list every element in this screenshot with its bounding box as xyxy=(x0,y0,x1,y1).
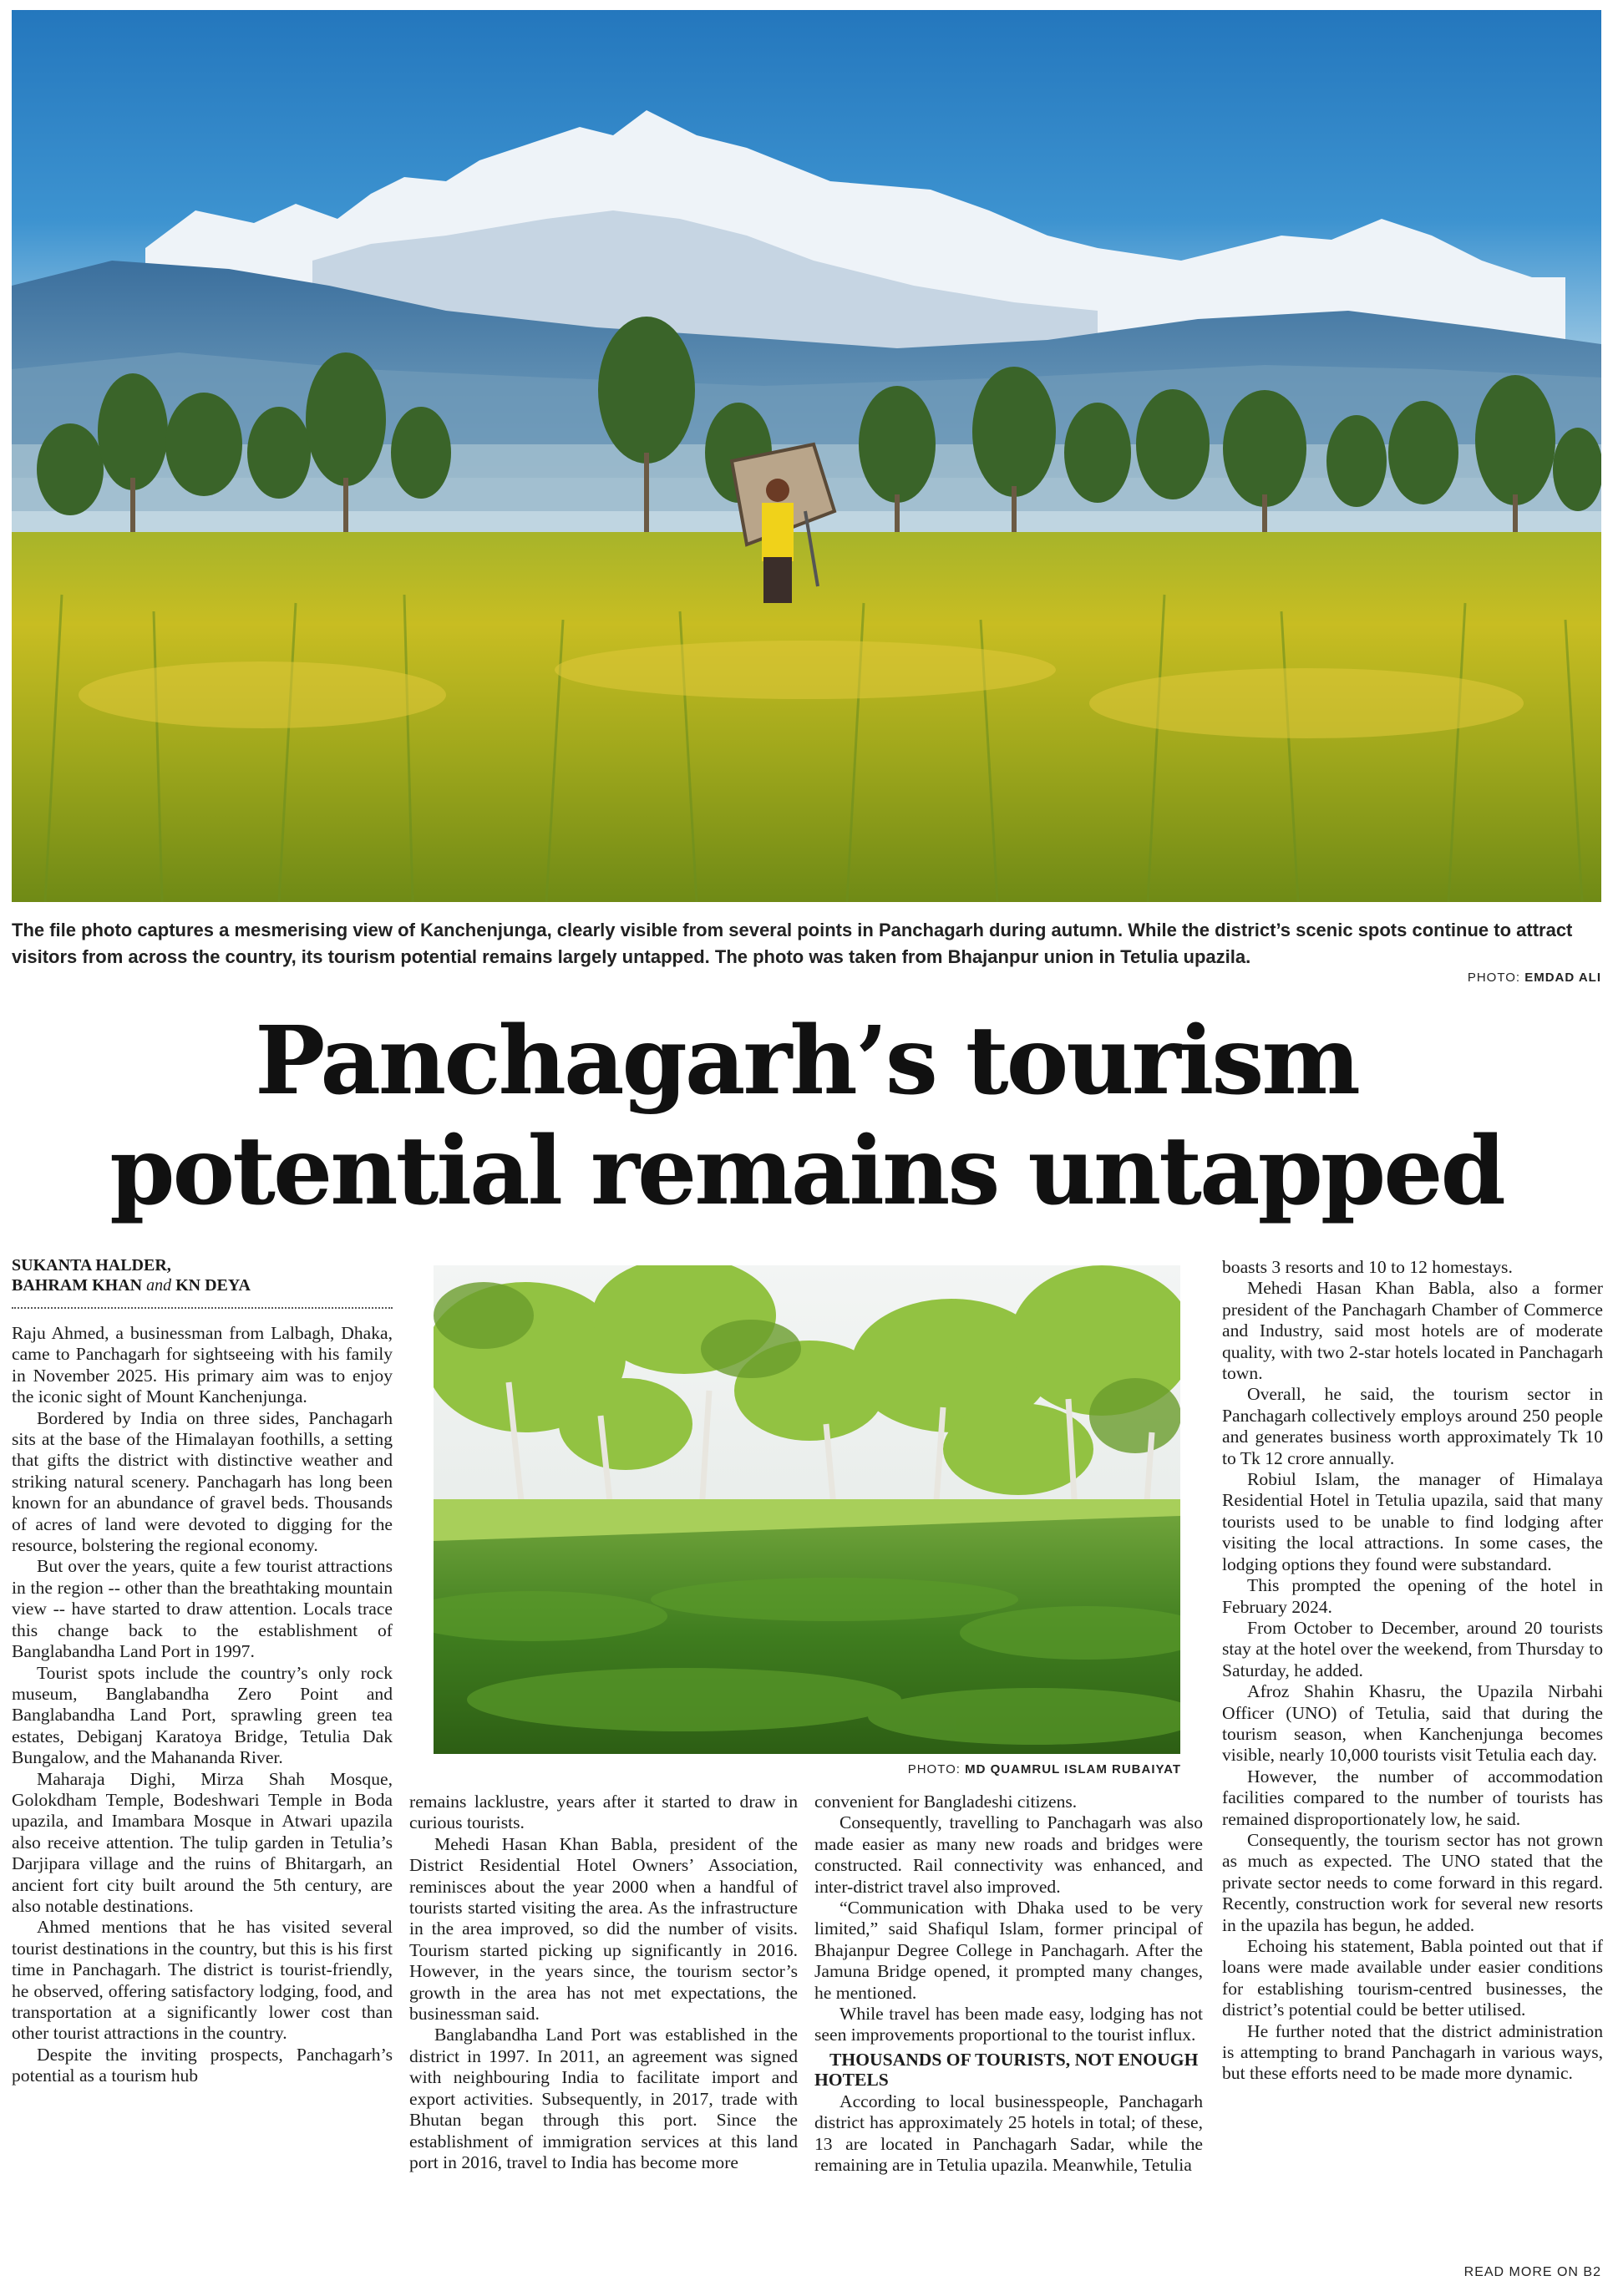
paragraph: Tourist spots include the country’s only rock museum, Banglabandha Zero Point and Banglabandha Land Port, sprawling green tea estates, Debiganj Karatoya Bridge, Tetulia Dak Bungalow, and the Mahananda River. xyxy=(12,1662,393,1768)
paragraph: Despite the inviting prospects, Panchagarh’s potential as a tourism hub xyxy=(12,2044,393,2086)
paragraph: While travel has been made easy, lodging has not seen improvements proportional to the tourist influx. xyxy=(814,2004,1203,2045)
paragraph: “Communication with Dhaka used to be very limited,” said Shafiqul Islam, former principal of Bhajanpur Degree College in Panchagarh. After the Jamuna Bridge opened, it prompted many changes, he mentioned. xyxy=(814,1898,1203,2003)
hero-photo-caption: The file photo captures a mesmerising view of Kanchenjunga, clearly visible from several points in Panchagarh during autumn. While the district’s scenic spots continue to attract visitors from across the country, its tourism potential remains largely untapped. The photo was taken from Bhajanpur union in Tetulia upazila. xyxy=(12,920,1573,967)
paragraph: Consequently, the tourism sector has not grown as much as expected. The UNO stated that the private sector needs to come forward in this regard. Recently, construction work for several new resorts in the upazila has begun, he added. xyxy=(1222,1829,1603,1935)
paragraph: According to local businesspeople, Panchagarh district has approximately 25 hotels in total; of these, 13 are located in Panchagarh Sadar, while the remaining are in Tetulia upazila. Meanwhile, Tetulia xyxy=(814,2091,1203,2176)
tea-credit-name: MD QUAMRUL ISLAM RUBAIYAT xyxy=(965,1762,1181,1776)
paragraph: But over the years, quite a few tourist attractions in the region -- other than the breathtaking mountain view -- have started to draw attention. Locals trace this change back to the establishment of Banglabandha Land Port in 1997. xyxy=(12,1556,393,1662)
paragraph: Mehedi Hasan Khan Babla, also a former president of the Panchagarh Chamber of Commerce and Industry, said most hotels are of moderate quality, with two 2-star hotels located in Panchagarh town. xyxy=(1222,1278,1603,1384)
byline-authors-2: BAHRAM KHAN xyxy=(12,1276,143,1295)
headline-line-2: potential remains untapped xyxy=(109,1117,1504,1226)
paragraph: Ahmed mentions that he has visited several tourist destinations in the country, but this is his first time in Panchagarh. The district is tourist-friendly, he observed, offering satisfactory lodging, food, and transportation at a significantly lower cost than other tourist attractions in the country. xyxy=(12,1917,393,2044)
paragraph: Overall, he said, the tourism sector in Panchagarh collectively employs around 250 people and generates business worth approximately Tk 10 to Tk 12 crore annually. xyxy=(1222,1384,1603,1468)
hero-photo xyxy=(12,10,1601,902)
paragraph: Bordered by India on three sides, Panchagarh sits at the base of the Himalayan foothills, a setting that gifts the district with distinctive weather and striking natural scenery. Panchagarh has long been known for an abundance of gravel beds. Thousands of acres of land were devoted to digging for the resource, bolstering the regional economy. xyxy=(12,1407,393,1556)
article-column-1 xyxy=(12,1323,393,2087)
paragraph: remains lacklustre, years after it started to draw in curious tourists. xyxy=(409,1792,798,1833)
byline-authors-3: KN DEYA xyxy=(175,1276,251,1295)
paragraph: Robiul Islam, the manager of Himalaya Residential Hotel in Tetulia upazila, said that many tourists used to be unable to find lodging after visiting the local attractions. In some cases, the lodging options they found were substandard. xyxy=(1222,1469,1603,1574)
paragraph: Banglabandha Land Port was established in the district in 1997. In 2011, an agreement was signed with neighbouring India to facilitate import and export activities. Subsequently, in 2017, trade with Bhutan began through this port. Since the establishment of immigration services at this land port in 2016, travel to India has become more xyxy=(409,2025,798,2172)
hero-photo-credit xyxy=(1468,971,1601,985)
paragraph: convenient for Bangladeshi citizens. xyxy=(814,1792,1078,1812)
hero-credit-label: PHOTO: xyxy=(1467,971,1521,985)
paragraph: Maharaja Dighi, Mirza Shah Mosque, Golokdham Temple, Bodeshwari Temple in Boda upazila, and Imambara Mosque in Atwari upazila also receive attention. The tulip garden in Tetulia’s Darjipara village and the ruins of Bhitargarh, an ancient fort city built around the 5th century, are also notable destinations. xyxy=(12,1768,393,1916)
paragraph: Consequently, travelling to Panchagarh was also made easier as many new roads and bridges were constructed. Rail connectivity was enhanced, and inter-district travel also improved. xyxy=(814,1812,1203,1897)
paragraph: Raju Ahmed, a businessman from Lalbagh, Dhaka, came to Panchagarh for sightseeing with his family in November 2025. His primary aim was to enjoy the iconic sight of Mount Kanchenjunga. xyxy=(12,1323,393,1407)
article-column-3 xyxy=(814,1792,1203,2177)
paragraph: However, the number of accommodation facilities compared to the number of tourists has remained disproportionately low, he said. xyxy=(1222,1766,1603,1829)
byline xyxy=(12,1255,393,1295)
hero-credit-name: EMDAD ALI xyxy=(1524,971,1601,985)
paragraph: Mehedi Hasan Khan Babla, president of the District Residential Hotel Owners’ Association, reminisces about the year 2000 when a handful of tourists started visiting the area. As the infrastructure in the area improved, so did the number of visits. Tourism started picking up significantly in 2016. However, in the years since, the tourism sector’s growth in the area has not met expectations, the businessman said. xyxy=(409,1833,798,2025)
headline xyxy=(0,1006,1613,1227)
paragraph: boasts 3 resorts and 10 to 12 homestays. xyxy=(1222,1257,1513,1277)
byline-conjunction: and xyxy=(146,1276,172,1295)
tea-garden-photo xyxy=(434,1265,1180,1754)
paragraph: This prompted the opening of the hotel in February 2024. xyxy=(1222,1575,1603,1617)
subheading: THOUSANDS OF TOURISTS, NOT ENOUGH HOTELS xyxy=(814,2049,1199,2090)
byline-authors-1: SUKANTA HALDER, xyxy=(12,1256,171,1275)
byline-divider xyxy=(12,1307,393,1309)
paragraph: He further noted that the district administration is attempting to brand Panchagarh in various ways, but these efforts need to be made more dynamic. xyxy=(1222,2020,1603,2084)
article-column-4 xyxy=(1222,1257,1603,2085)
tea-photo-credit xyxy=(908,1762,1181,1776)
headline-line-1: Panchagarh’s tourism xyxy=(255,1006,1358,1116)
article-column-2 xyxy=(409,1792,798,2173)
read-more-link[interactable]: READ MORE ON B2 xyxy=(1463,2265,1601,2279)
paragraph: From October to December, around 20 tourists stay at the hotel over the weekend, from Thursday to Saturday, he added. xyxy=(1222,1617,1603,1680)
tea-credit-label: PHOTO: xyxy=(907,1762,961,1776)
paragraph: Afroz Shahin Khasru, the Upazila Nirbahi Officer (UNO) of Tetulia, said that during the tourism season, when Kanchenjunga becomes visible, nearly 10,000 tourists visit Tetulia each day. xyxy=(1222,1681,1603,1766)
paragraph: Echoing his statement, Babla pointed out that if loans were made available under easier conditions for establishing tourism-centred businesses, the district’s potential could be better utilised. xyxy=(1222,1936,1603,2020)
